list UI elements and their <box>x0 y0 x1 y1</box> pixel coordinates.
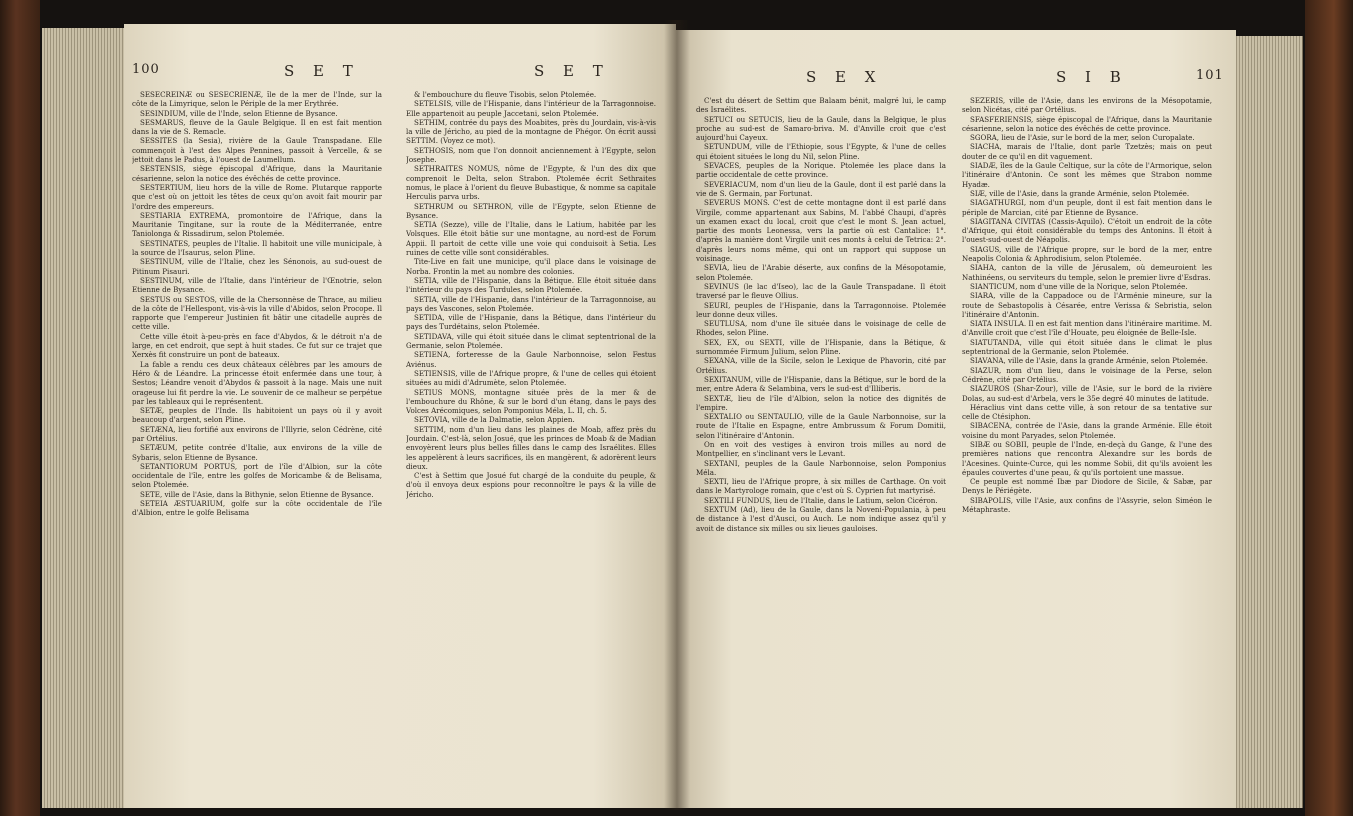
dictionary-entry: SIAVANA, ville de l'Asie, dans la grande Arménie, selon Ptolemée. <box>970 356 1208 366</box>
dictionary-entry: SESINDIUM, ville de l'Inde, selon Etienne de Bysance. <box>140 108 338 118</box>
dictionary-entry: Tite-Live en fait une municipe, qu'il place dans le voisinage de Norba. Frontin la met au nombre des colonies. <box>406 257 656 276</box>
dictionary-entry: SETÆNA, lieu fortifié aux environs de l'Illyrie, selon Cédrène, cité par Ortélius. <box>132 424 382 443</box>
dictionary-entry: SESTIARIA EXTREMA, promontoire de l'Afrique, dans la Mauritanie Tingitane, sur la route de la Méditerranée, entre Taniolonga & Rissadirum, selon Ptolemée. <box>132 210 382 239</box>
dictionary-entry: SIÆ, ville de l'Asie, dans la grande Arménie, selon Ptolemée. <box>970 188 1190 198</box>
book-cover-right <box>1305 0 1353 816</box>
dictionary-entry: SEZERIS, ville de l'Asie, dans les environs de la Mésopotamie, selon Nicétas, cité par Ortélius. <box>962 96 1212 115</box>
dictionary-entry: SETÆ, peuples de l'Inde. Ils habitoient un pays où il y avoit beaucoup d'argent, selon Pline. <box>132 406 382 425</box>
dictionary-entry: SETIUS MONS, montagne située près de la mer & de l'embouchure du Rhône, & sur le bord d'un étang, dans le pays des Volces Arécomiques, selon Pomponius Méla, L. II, ch. 5. <box>406 387 656 416</box>
dictionary-entry: SIBAPOLIS, ville l'Asie, aux confins de l'Assyrie, selon Siméon le Métaphraste. <box>962 495 1212 515</box>
running-head: S E T <box>284 62 360 80</box>
dictionary-entry: SEVACES, peuples de la Norique. Ptolemée les place dans la partie occidentale de cette province. <box>696 161 946 180</box>
dictionary-entry: SEXTANI, peuples de la Gaule Narbonnoise, selon Pomponius Méla. <box>696 458 946 477</box>
dictionary-entry: SETELSIS, ville de l'Hispanie, dans l'intérieur de la Tarragonnoise. Elle appartenoit au peuple Jaccetani, selon Ptolemée. <box>406 99 656 118</box>
dictionary-entry: SETE, ville de l'Asie, dans la Bithynie, selon Etienne de Bysance. <box>140 489 374 499</box>
dictionary-entry: SEXANA, ville de la Sicile, selon le Lexique de Phavorin, cité par Ortélius. <box>696 356 946 375</box>
text-column <box>132 90 382 800</box>
dictionary-entry: SFASFERIENSIS, siège épiscopal de l'Afrique, dans la Mauritanie césarienne, selon la notice des évêchés de cette province. <box>962 114 1212 133</box>
dictionary-entry: SESTINUM, ville de l'Italie, chez les Sénonois, au sud-ouest de Pitinum Pisauri. <box>132 257 382 276</box>
dictionary-entry: SESTUS ou SESTOS, ville de la Chersonnèse de Thrace, au milieu de la côte de l'Hellespont, vis-à-vis la ville d'Abidos, selon Procope. Il rapporte que l'empereur Justinien fit bâtir une citadelle auprès de cette ville. <box>132 294 382 332</box>
dictionary-entry: SETOVIA, ville de la Dalmatie, selon Appien. <box>414 415 575 425</box>
dictionary-entry: SGORA, lieu de l'Asie, sur le bord de la mer, selon Curopalate. <box>970 133 1195 143</box>
dictionary-entry: SIADÆ, îles de la Gaule Celtique, sur la côte de l'Armorique, selon l'itinéraire d'Antonin. Ce sont les mêmes que Strabon nomme Hyadæ. <box>962 161 1212 189</box>
dictionary-entry: La fable a rendu ces deux châteaux célèbres par les amours de Héro & de Léandre. La princesse étoit enfermée dans une tour, à Sestos; Léandre venoit d'Abydos & passoit à la nage. Mais une nuit orageuse lui fit perdre la vie. Le souvenir de ce malheur se perpétue par les tableaux qui le représentent. <box>132 359 382 406</box>
dictionary-entry: SETIENSIS, ville de l'Afrique propre, & l'une de celles qui étoient situées au midi d'Adrumète, selon Ptolemée. <box>406 368 656 388</box>
page-edges-right <box>1234 36 1303 808</box>
dictionary-entry: SEVIA, lieu de l'Arabie déserte, aux confins de la Mésopotamie, selon Ptolemée. <box>696 263 946 282</box>
dictionary-entry: C'est à Settim que Josué fut chargé de la conduite du peuple, & d'où il envoya deux espions pour reconnoître le pays & la ville de Jéricho. <box>406 471 656 499</box>
dictionary-entry: SEXTI, lieu de l'Afrique propre, à six milles de Carthage. On voit dans le Martyrologe romain, que c'est où S. Cyprien fut martyrisé. <box>696 477 946 496</box>
dictionary-entry: SEX, EX, ou SEXTI, ville de l'Hispanie, dans la Bétique, & surnommée Firmum Julium, selon Pline. <box>696 337 946 357</box>
dictionary-entry: SETTIM, nom d'un lieu dans les plaines de Moab, affez près du Jourdain. C'est-là, selon Josué, que les princes de Moab & de Madian envoyèrent leurs plus belles filles dans le camp des Israélites. Elles les appelèrent à leurs sacrifices, ils en mangèrent, & adorèrent leurs dieux. <box>406 424 656 471</box>
dictionary-entry: SETHRAITES NOMUS, nôme de l'Egypte, & l'un des dix que comprenoit le Delta, selon Strabon. Ptolemée écrit Sethraites nomus, le place à l'orient du fleuve Bubastique, & nomme sa capitale Herculis parva urbs. <box>406 164 656 202</box>
dictionary-entry: SETIDA, ville de l'Hispanie, dans la Bétique, dans l'intérieur du pays des Turdétains, selon Ptolemée. <box>406 313 656 332</box>
dictionary-entry: SIAZUROS (Shar-Zour), ville de l'Asie, sur le bord de la rivière Dolas, au sud-est d'Arbela, vers le 35e degré 40 minutes de latitude. <box>962 384 1212 403</box>
dictionary-entry: SIACHA, marais de l'Italie, dont parle Tzetzès; mais on peut douter de ce qu'il en dit vaguement. <box>962 142 1212 161</box>
running-head: S E T <box>534 62 610 80</box>
dictionary-entry: SIAZUR, nom d'un lieu, dans le voisinage de la Perse, selon Cédrène, cité par Ortélius. <box>962 365 1212 384</box>
dictionary-entry: SESMARUS, fleuve de la Gaule Belgique. Il en est fait mention dans la vie de S. Remacle. <box>132 117 382 137</box>
dictionary-entry: SEXTILI FUNDUS, lieu de l'Italie, dans le Latium, selon Cicéron. <box>704 495 938 505</box>
dictionary-entry: SEXTALIO ou SENTAULIO, ville de la Gaule Narbonnoise, sur la route de l'Italie en Espagne, entre Ambrussum & Forum Domitii, selon l'itinéraire d'Antonin. <box>696 412 946 440</box>
dictionary-entry: SETEIA ÆSTUARIUM, golfe sur la côte occidentale de l'île d'Albion, entre le golfe Belisama <box>132 499 382 518</box>
dictionary-entry: SETHIM, contrée du pays des Moabites, près du Jourdain, vis-à-vis la ville de Jéricho, au pied de la montagne de Phégor. On écrit aussi SETTIM. (Voyez ce mot). <box>406 117 656 146</box>
running-head: S E X <box>806 68 883 86</box>
dictionary-entry: SESECREINÆ ou SESECRIENÆ, île de la mer de l'Inde, sur la côte de la Limyrique, selon le Périple de la mer Erythrée. <box>132 90 382 109</box>
text-column <box>406 90 656 800</box>
dictionary-entry: SETUNDUM, ville de l'Ethiopie, sous l'Egypte, & l'une de celles qui étoient situées le long du Nil, selon Pline. <box>696 142 946 161</box>
text-column <box>696 96 946 800</box>
dictionary-entry: SIATUTANDA, ville qui étoit située dans le climat le plus septentrional de la Germanie, selon Ptolemée. <box>962 337 1212 357</box>
dictionary-entry: SETIA, ville de l'Hispanie, dans l'intérieur de la Tarragonnoise, au pays des Vascones, selon Ptolemée. <box>406 294 656 313</box>
dictionary-entry: SESSITES (la Sesia), rivière de la Gaule Transpadane. Elle commençoit à l'est des Alpes Pennines, passoit à Vercelle, & se jettoit dans le Padus, à l'ouest de Laumellum. <box>132 136 382 165</box>
dictionary-entry: SESTENSIS, siège épiscopal d'Afrique, dans la Mauritanie césarienne, selon la notice des évêchés de cette province. <box>132 164 382 183</box>
dictionary-entry: SIAGATHURGI, nom d'un peuple, dont il est fait mention dans le périple de Marcian, cité par Etienne de Bysance. <box>962 198 1212 217</box>
dictionary-entry: SIAGITANA CIVITAS (Cassis-Aquilo). C'étoit un endroit de la côte d'Afrique, qui étoit considérable du temps des Antonins. Il étoit à l'ouest-sud-ouest de Néapolis. <box>962 216 1212 245</box>
dictionary-entry: SETÆUM, petite contrée d'Italie, aux environs de la ville de Sybaris, selon Etienne de Bysance. <box>132 443 382 462</box>
page-edges-left <box>42 28 125 808</box>
book-cover-left <box>0 0 40 816</box>
text-column <box>962 96 1212 800</box>
dictionary-entry: SEXTÆ, lieu de l'île d'Albion, selon la notice des dignités de l'empire. <box>696 393 946 412</box>
dictionary-entry: SEVERIACUM, nom d'un lieu de la Gaule, dont il est parlé dans la vie de S. Germain, par Fortunat. <box>696 179 946 198</box>
dictionary-entry: & l'embouchure du fleuve Tisobis, selon Ptolemée. <box>414 90 597 99</box>
dictionary-entry: SETIDAVA, ville qui étoit située dans le climat septentrional de la Germanie, selon Ptolemée. <box>406 331 656 351</box>
dictionary-entry: Héraclius vint dans cette ville, à son retour de sa tentative sur celle de Ctésiphon. <box>962 402 1212 422</box>
dictionary-entry: SIAHA, canton de la ville de Jérusalem, où demeuroient les Nathinéens, ou serviteurs du temple, selon le premier livre d'Esdras. <box>962 263 1212 282</box>
dictionary-entry: SETUCI ou SETUCIS, lieu de la Gaule, dans la Belgique, le plus proche au sud-est de Samaro-briva. M. d'Anville croit que c'est aujourd'hui Cayeux. <box>696 114 946 143</box>
book-gutter <box>664 20 690 810</box>
dictionary-entry: SIANTICUM, nom d'une ville de la Norique, selon Ptolemée. <box>970 281 1188 291</box>
dictionary-entry: SESTERTIUM, lieu hors de la ville de Rome. Plutarque rapporte que c'est où on jettoit les têtes de ceux qu'on avoit fait mourir par l'ordre des empereurs. <box>132 182 382 211</box>
dictionary-entry: SETANTIORUM PORTUS, port de l'île d'Albion, sur la côte occidentale de l'île, entre les golfes de Moricambe & de Belisama, selon Ptolemée. <box>132 461 382 490</box>
page-number: 101 <box>1196 68 1224 83</box>
dictionary-entry: SETHRUM ou SETHRON, ville de l'Egypte, selon Etienne de Bysance. <box>406 201 656 220</box>
dictionary-entry: SEURI, peuples de l'Hispanie, dans la Tarragonnoise. Ptolemée leur donne deux villes. <box>696 300 946 319</box>
dictionary-entry: SETHOSIS, nom que l'on donnoit anciennement à l'Egypte, selon Josephe. <box>406 145 656 165</box>
dictionary-entry: SIBÆ ou SOBII, peuple de l'Inde, en-deçà du Gange, & l'une des premières nations que rencontra Alexandre sur les bords de l'Acesines. Quinte-Curce, qui les nomme Sobii, dit qu'ils avoient les épaules couvertes d'une peau, & qu'ils portoient une massue. <box>962 439 1212 477</box>
left-page <box>124 24 676 808</box>
dictionary-entry: SIAGUS, ville de l'Afrique propre, sur le bord de la mer, entre Neapolis Colonia & Aphrodisium, selon Ptolemée. <box>962 244 1212 264</box>
dictionary-entry: On en voit des vestiges à environ trois milles au nord de Montpellier, en s'inclinant vers le Levant. <box>696 439 946 459</box>
dictionary-entry: SETIA, ville de l'Hispanie, dans la Bétique. Elle étoit située dans l'intérieur du pays des Turdules, selon Ptolemée. <box>406 275 656 295</box>
dictionary-entry: SESTINATES, peuples de l'Italie. Il habitoit une ville municipale, à la source de l'Isaurus, selon Pline. <box>132 238 382 258</box>
dictionary-entry: SESTINUM, ville de l'Italie, dans l'intérieur de l'Œnotrie, selon Etienne de Bysance. <box>132 275 382 295</box>
dictionary-entry: SEXITANUM, ville de l'Hispanie, dans la Bétique, sur le bord de la mer, entre Adera & Selambina, vers le sud-est d'Illiberis. <box>696 374 946 394</box>
dictionary-entry: SIARA, ville de la Cappadoce ou de l'Arménie mineure, sur la route de Sebastopolis à Césarée, entre Verissa & Sebristia, selon l'itinéraire d'Antonin. <box>962 291 1212 319</box>
dictionary-entry: SEVERUS MONS. C'est de cette montagne dont il est parlé dans Virgile, comme appartenant aux Sabins, M. l'abbé Chaupi, d'après un examen exact du local, croit que c'est le mont S. Jean actuel, partie des monts Leonessa, vers la partie où est Cantalice: 1°. d'après la manière dont Virgile unit ces monts à celui de Tetrica: 2°. d'après leurs noms même, qui ont un rapport qui suppose un voisinage. <box>696 198 946 264</box>
dictionary-entry: SIATA INSULA. Il en est fait mention dans l'itinéraire maritime. M. d'Anville croit que c'est l'île d'Houate, peu éloignée de Belle-Isle. <box>962 319 1212 338</box>
dictionary-entry: C'est du désert de Settim que Balaam bénit, malgré lui, le camp des Israélites. <box>696 96 946 115</box>
dictionary-entry: SEUTLUSA, nom d'une île située dans le voisinage de celle de Rhodes, selon Pline. <box>696 319 946 338</box>
running-head: S I B <box>1056 68 1128 86</box>
dictionary-entry: SETIENA, forteresse de la Gaule Narbonnoise, selon Festus Aviénus. <box>406 350 656 369</box>
dictionary-entry: Cette ville étoit à-peu-près en face d'Abydos, & le détroit n'a de large, en cet endroit, que sept à huit stades. Ce fut sur ce trajet que Xerxès fit construire un pont de bateaux. <box>132 331 382 360</box>
dictionary-entry: SIBACENA, contrée de l'Asie, dans la grande Arménie. Elle étoit voisine du mont Paryades, selon Ptolemée. <box>962 421 1212 440</box>
page-number: 100 <box>132 62 160 77</box>
right-page <box>676 30 1236 808</box>
dictionary-entry: SEVINUS (le lac d'Iseo), lac de la Gaule Transpadane. Il étoit traversé par le fleuve Ollius. <box>696 281 946 301</box>
dictionary-entry: Ce peuple est nommé Ibæ par Diodore de Sicile, & Sabæ, par Denys le Périégète. <box>962 477 1212 496</box>
dictionary-entry: SETIA (Sezze), ville de l'Italie, dans le Latium, habitée par les Volsques. Elle étoit bâtie sur une montagne, au nord-est de Forum Appii. Il partoit de cette ville une voie qui conduisoit à Setia. Les ruines de cette ville sont considérables. <box>406 220 656 258</box>
dictionary-entry: SEXTUM (Ad), lieu de la Gaule, dans la Noveni-Populania, à peu de distance à l'est d'Ausci, ou Auch. Le nom indique assez qu'il y avoit de distance six milles ou six lieues gauloises. <box>696 505 946 533</box>
